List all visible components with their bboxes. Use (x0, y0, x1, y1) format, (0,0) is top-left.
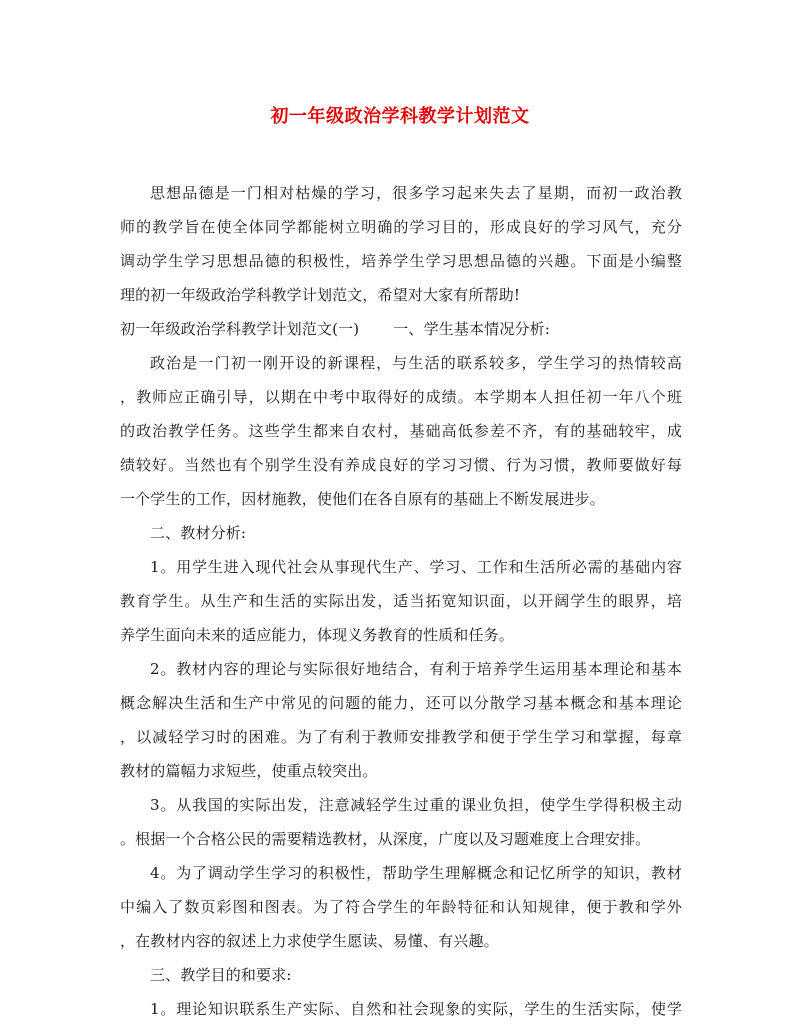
paragraph-line: 的政治教学任务。这些学生都来自农村，基础高低参差不齐，有的基础较牢，成 (120, 422, 682, 440)
section-heading: 初一年级政治学科教学计划范文(一) (120, 320, 360, 338)
paragraph-line: 绩较好。当然也有个别学生没有养成良好的学习习惯、行为习惯，教师要做好每 (120, 456, 682, 474)
sec2-heading: 二、教材分析: (150, 524, 247, 542)
paragraph-line: 一个学生的工作，因材施教，使他们在各自原有的基础上不断发展进步。 (120, 490, 605, 508)
sec1-heading: 一、学生基本情况分析: (393, 320, 550, 338)
document-body (120, 176, 682, 1026)
paragraph-line: 养学生面向未来的适应能力，体现义务教育的性质和任务。 (120, 626, 514, 644)
intro-line: 师的教学旨在使全体同学都能树立明确的学习目的，形成良好的学习风气，充分 (120, 218, 682, 236)
intro-line: 思想品德是一门相对枯燥的学习，很多学习起来失去了星期，而初一政治教 (150, 184, 682, 202)
section-heading-line (120, 312, 682, 346)
paragraph-line: ，教师应正确引导，以期在中考中取得好的成绩。本学期本人担任初一年八个班 (120, 388, 682, 406)
paragraph-line: ，在教材内容的叙述上力求使学生愿读、易懂、有兴趣。 (120, 932, 499, 950)
paragraph-line: 教育学生。从生产和生活的实际出发，适当拓宽知识面，以开阔学生的眼界，培 (120, 592, 682, 610)
paragraph-line: 中编入了数页彩图和图表。为了符合学生的年龄特征和认知规律，便于教和学外 (120, 898, 682, 916)
paragraph-line: 4。为了调动学生学习的积极性，帮助学生理解概念和记忆所学的知识，教材 (150, 864, 682, 882)
sec3-heading: 三、教学目的和要求: (150, 966, 292, 984)
paragraph-line: 概念解决生活和生产中常见的问题的能力，还可以分散学习基本概念和基本理论 (120, 694, 682, 712)
paragraph-line: 教材的篇幅力求短些，使重点较突出。 (120, 762, 378, 780)
paragraph-line: 1。理论知识联系生产实际、自然和社会现象的实际，学生的生活实际，使学 (150, 1000, 682, 1018)
paragraph-line: 3。从我国的实际出发，注意减轻学生过重的课业负担，使学生学得积极主动 (150, 796, 682, 814)
paragraph-line: ，以减轻学习时的困难。为了有利于教师安排教学和便于学生学习和掌握，每章 (120, 728, 682, 746)
paragraph-line: 2。教材内容的理论与实际很好地结合，有利于培养学生运用基本理论和基本 (150, 660, 682, 678)
intro-line: 调动学生学习思想品德的积极性，培养学生学习思想品德的兴趣。下面是小编整 (120, 252, 682, 270)
paragraph-line: 1。用学生进入现代社会从事现代生产、学习、工作和生活所必需的基础内容 (150, 558, 682, 576)
document-title: 初一年级政治学科教学计划范文 (270, 106, 530, 127)
paragraph-line: 政治是一门初一刚开设的新课程，与生活的联系较多，学生学习的热情较高 (150, 354, 682, 372)
intro-line: 理的初一年级政治学科教学计划范文，希望对大家有所帮助! (120, 286, 521, 304)
paragraph-line: 。根据一个合格公民的需要精选教材，从深度，广度以及习题难度上合理安排。 (120, 830, 651, 848)
